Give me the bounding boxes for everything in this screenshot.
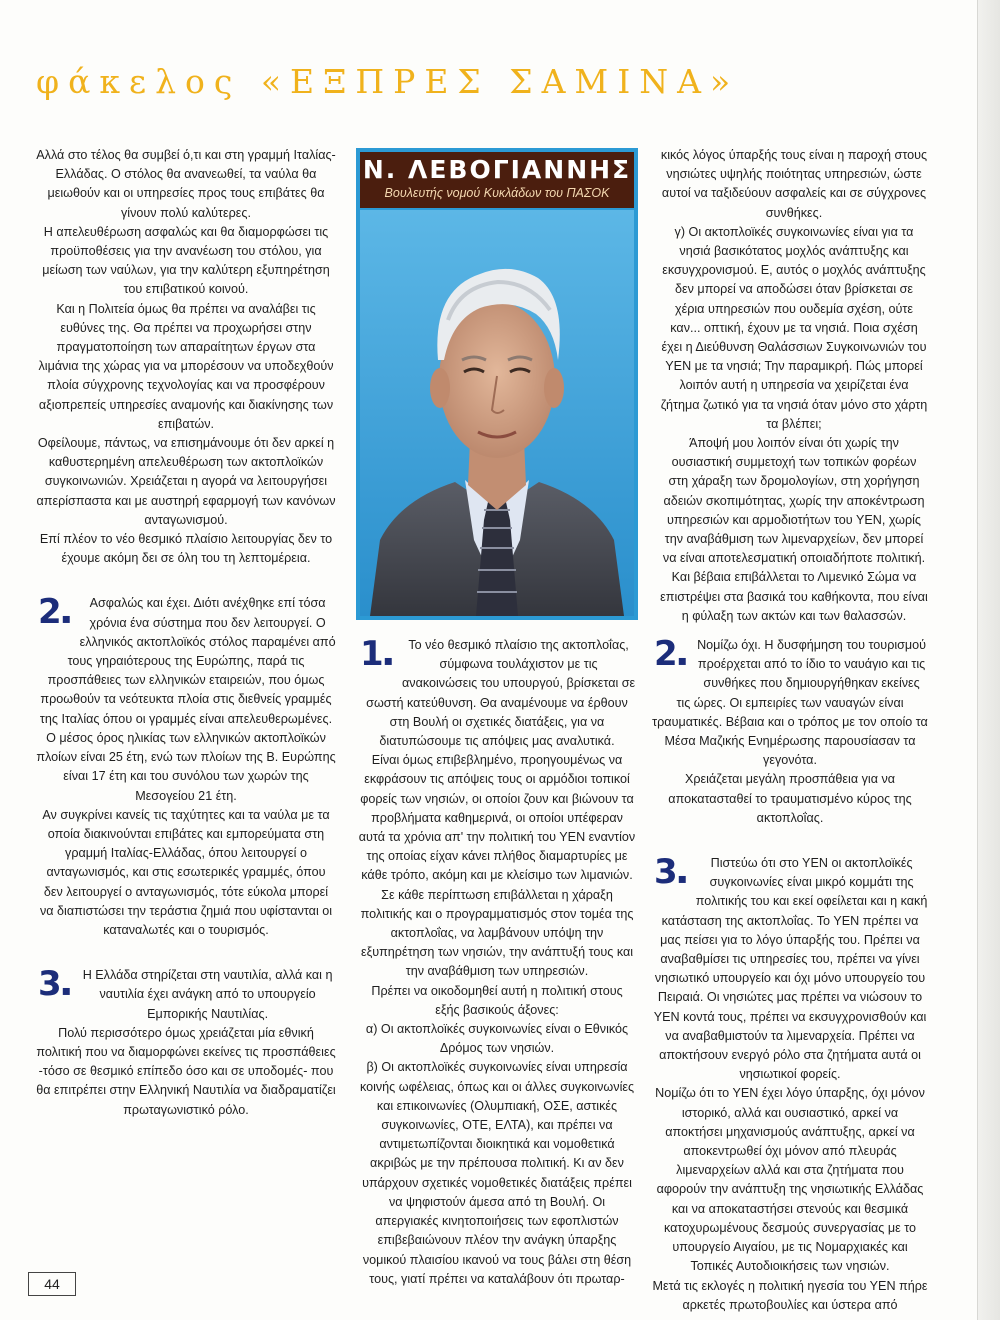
left-intro-p2: Η απελευθέρωση ασφαλώς και θα διαμορφώσει τις προϋποθέσεις για την ανανέωση του στόλου, για μείωση των ναύλων, για την καλύτερη εξυπηρέτηση του επιβατικού κοινού. [42, 224, 330, 297]
folder-title: φάκελος «ΕΞΠΡΕΣ ΣΑΜΙΝΑ» [36, 62, 740, 101]
mid-p5: α) Οι ακτοπλοϊκές συγκοινωνίες είναι ο Εθνικός Δρόμος των νησιών. [365, 1022, 629, 1056]
right-column-bottom [652, 636, 928, 1315]
left-answer2-p3: Αν συγκρίνει κανείς τις ταχύτητες και τα ναύλα με τα οποία διακινούνται επιβάτες και εμπορεύματα στη γραμμή Ιταλίας-Ελλάδας, όπου λειτουργεί ο ανταγωνισμός, και στις εσωτερικές γραμμές, όπου δεν λειτουργεί ο ανταγωνισμός, τότε εύκολα μπορεί να διαπιστώσει την τεράστια ζημιά που υφίστανται οι καταναλωτές και ο τουρισμός. [39, 807, 333, 937]
mid-p6: β) Οι ακτοπλοϊκές συγκοινωνίες είναι υπηρεσία κοινής ωφέλειας, όπως και οι άλλες συγκοινωνίες και επικοινωνίες (Ολυμπιακή, ΟΣΕ, αστικές συγκοινωνίες, ΟΤΕ, ΕΛΤΑ), και πρέπει να αντιμετωπίζονται διοικητικά και νομοθετικά ακριβώς με την πρέπουσα πολιτική. Κι αν δεν υπάρχουν σχετικές νομοθετικές διατάξεις πρέπει να ψηφιστούν άμεσα από τη Βουλή. Οι απεργιακές κινητοποιήσεις των εφοπλιστών επιβεβαιώνουν πλέον την ανάγκη ύπαρξης νομικού πλαισίου ικανού να τους βάλει στη θέση τους, γιατί πρέπει να καταλάβουν ότι πρωταρ- [359, 1060, 635, 1286]
mid-p2: Είναι όμως επιβεβλημένο, προηγουμένως να εκφράσουν τις απόψεις τους οι αρμόδιοι τοπικοί φορείς των νησιών, οι οποίοι ζουν και βιώνουν τα προβλήματα καθημερινά, οι οποίοι υπέφεραν αυτά τα χρόνια απ' την πολιτική του ΥΕΝ εναντίον της οποίας είχαν κάνει πλήθος διαμαρτυρίες με κάθε τρόπο, ακόμη και με κλείσιμο των λιμανιών. [358, 753, 636, 883]
mid-answer1-p1: 1▪ Το νέο θεσμικό πλαίσιο της ακτοπλοΐας, σύμφωνα τουλάχιστον με τις ανακοινώσεις του υπουργού, βρίσκεται σε σωστή κατεύθυνση. Θα αναμένουμε να έρθουν στη Βουλή οι σχετικές διατάξεις, για να διατυπώσουμε τις απόψεις μας αναλυτικά. [360, 634, 636, 749]
left-intro-p3: Και η Πολιτεία όμως θα πρέπει να αναλάβει τις ευθύνες της. Θα πρέπει να προχωρήσει στην πραγματοποίηση των απαραίτητων έργων στα λιμάνια της χώρας για να μπορέσουν να υποδεχθούν πλοία σύγχρονης τεχνολογίας και να προσφέρουν αξιοπρεπείς υπηρεσίες αναμονής και διακίνησης των επιβατών. [38, 301, 334, 431]
profile-role: Βουλευτής νομού Κυκλάδων του ΠΑΣΟΚ [384, 186, 610, 200]
answer-number-2-right: 2▪ [654, 634, 688, 674]
mid-p3: Σε κάθε περίπτωση επιβάλλεται η χάραξη πολιτικής και ο προγραμματισμός στον τομέα της ακτοπλοΐας, να λαμβάνουν υπόψη την εξυπηρέτηση των νησιών, την ανάπτυξή τους και την αναβάθμιση των υπηρεσιών. [360, 887, 634, 979]
mid-p4: Πρέπει να οικοδομηθεί αυτή η πολιτική στους εξής βασικούς άξονες: [371, 983, 623, 1017]
right-answer3-p2: Νομίζω ότι το ΥΕΝ έχει λόγο ύπαρξης, όχι μόνον ιστορικό, αλλά και ουσιαστικό, αρκεί να αποκτήσει μηχανισμούς ανάπτυξης, αρκεί να αποκεντρωθεί όχι μόνον από πλευράς λιμεναρχείων αλλά και στα ζητήματα που αφορούν την ανάπτυξη της νησιωτικής Ελλάδας και να αποκαταστήσει στενούς και θεσμικά κατοχυρωμένους δεσμούς συνεργασίας με το υπουργείο Αιγαίου, με τις Νομαρχιακές και Τοπικές Αυτοδιοικήσεις των νησιών. [655, 1086, 925, 1274]
page-number: 44 [28, 1272, 76, 1296]
answer-number-3-right: 3▪ [654, 852, 688, 893]
right-answer3-p1: 3▪ Πιστεύω ότι στο ΥΕΝ οι ακτοπλοϊκές συγκοινωνίες είναι μικρό κομμάτι της πολιτικής του και εκεί οφείλεται και η κακή κατάσταση της ακτοπλοΐας. Το ΥΕΝ πρέπει να μας πείσει για το λόγο ύπαρξής του. Πρέπει να αναβαθμίσει τις υπηρεσίες του, πρέπει να γίνει νησιωτικό υπουργείο και όχι μόνο υπουργείο του Πειραιά. Οι νησιώτες μας πρέπει να νιώσουν το ΥΕΝ κοντά τους, πρέπει να εκσυγχρονισθούν και να αναβαθμιστούν τα λιμεναρχεία. Πρέπει να αποκτήσουν ενεργό ρόλο στα ζητήματα αυτά οι νησιωτικοί φορείς. [653, 852, 928, 1082]
answer-number-1: 1▪ [360, 634, 394, 674]
left-intro-p4: Οφείλουμε, πάντως, να επισημάνουμε ότι δεν αρκεί η καθυστερημένη απελευθέρωση των ακτοπλοϊκών συγκοινωνιών. Χρειάζεται η αγορά να λειτουργήσει απερίσπαστα και με αυστηρή εφαρμογή των κανόνων ανταγωνισμού. [36, 436, 336, 527]
right-top-p2: γ) Οι ακτοπλοϊκές συγκοινωνίες είναι για τα νησιά βασικότατος μοχλός ανάπτυξης και εκσυγχρονισμού. Ε, αυτός ο μοχλός ανάπτυξης δεν μπορεί να αποδώσει όταν βρίσκεται σε χέρια υπηρεσιών που ουδεμία σχέση, ούτε καν... οπτική, έχουν με τα νησιά. Ποια σχέση έχει η Διεύθυνση Θαλάσσιων Συγκοινωνιών του ΥΕΝ με τα νησιά; Την παραμικρή. Πώς μπορεί λοιπόν αυτή η υπηρεσία να χειρίζεται ένα ζήτημα ζωτικό για τα νησιά όταν μόνο στο χάρτη τα βλέπει; [660, 224, 928, 431]
answer-number-2: 2▪ [38, 592, 72, 633]
profile-header [360, 152, 634, 208]
left-column [36, 146, 336, 1120]
left-intro-p1: Αλλά στο τέλος θα συμβεί ό,τι και στη γραμμή Ιταλίας-Ελλάδας. Ο στόλος θα ανανεωθεί, τα ναύλα θα μειωθούν και οι υπηρεσίες προς τους επιβάτες θα γίνουν πολύ καλύτερες. [36, 148, 336, 220]
right-top-p1: κικός λόγος ύπαρξής τους είναι η παροχή στους νησιώτες υψηλής ποιότητας υπηρεσιών, ώστε αυτοί να ταξιδεύουν ασφαλείς και σε σύγχρονες συνθήκες. [660, 148, 928, 220]
right-column-top [660, 146, 928, 626]
left-intro-p5: Επί πλέον το νέο θεσμικό πλαίσιο λειτουργίας δεν το έχουμε ακόμη δει σε όλη του τη λεπτομέρεια. [39, 532, 333, 566]
right-top-p3: Άποψή μου λοιπόν είναι ότι χωρίς την ουσιαστική συμμετοχή των τοπικών φορέων στη χάραξη των δρομολογίων, στη χορήγηση αδειών σκοπιμότητας, χωρίς την αποκέντρωση υπηρεσιών και αρμοδιοτήτων του ΥΕΝ, χωρίς την αναβάθμιση των λιμεναρχείων, δεν μπορεί να είναι αποτελεσματική οποιαδήποτε πολιτική. Και βέβαια επιβάλλεται το Λιμενικό Σώμα να επιστρέψει στα βασικά του καθήκοντα, που είναι η φύλαξη των ακτών και των θαλασσών. [660, 436, 928, 623]
answer-number-3: 3▪ [38, 964, 72, 1005]
middle-column [358, 636, 636, 1289]
left-answer2-p1: 2▪ Ασφαλώς και έχει. Διότι ανέχθηκε επί τόσα χρόνια ένα σύστημα που δεν λειτουργεί. Ο ελληνικός ακτοπλοϊκός στόλος παραμένει από τους γηραιότερους της Ευρώπης, παρά τις προσπάθειες των ελληνικών εταιρειών, που όμως προωθούν τα νεότευκτα πλοία στις διεθνείς γραμμές της Ιταλίας όπου οι γραμμές είναι απελευθερωμένες. [38, 592, 336, 726]
left-answer2-p2: Ο μέσος όρος ηλικίας των ελληνικών ακτοπλοϊκών πλοίων είναι 25 έτη, ενώ των πλοίων της Β. Ευρώπης είναι 17 έτη και του συνόλου των χωρών της Μεσογείου 21 έτη. [36, 730, 336, 803]
right-answer3-p3: Μετά τις εκλογές η πολιτική ηγεσία του ΥΕΝ πήρε αρκετές πρωτοβουλίες και ύστερα από [652, 1278, 928, 1312]
right-answer2-p2: Χρειάζεται μεγάλη προσπάθεια για να αποκατασταθεί το τραυματισμένο κύρος της ακτοπλοΐας. [668, 772, 912, 825]
portrait-photo [360, 210, 634, 616]
profile-name: Ν. ΛΕΒΟΓΙΑΝΝΗΣ [362, 155, 632, 184]
right-answer2-p1: 2▪ Νομίζω όχι. Η δυσφήμηση του τουρισμού προέρχεται από το ίδιο το ναυάγιο και τις συνθήκες που δημιουργήθηκαν εκείνες τις ώρες. Οι εμπειρίες των ναυαγών είναι τραυματικές. Βέβαια και ο τρόπος με τον οποίο τα Μέσα Μαζικής Ενημέρωσης παρουσίασαν τα γεγονότα. [652, 634, 928, 768]
left-answer3-p1: 3▪ Η Ελλάδα στηρίζεται στη ναυτιλία, αλλά και η ναυτιλία έχει ανάγκη από το υπουργείο Εμπορικής Ναυτιλίας. [38, 964, 333, 1021]
profile-box [356, 148, 638, 620]
left-answer3-p2: Πολύ περισσότερο όμως χρειάζεται μία εθνική πολιτική που να διαμορφώνει εκείνες τις προσπάθειες -τόσο σε θεσμικό επίπεδο όσο και σε υποδομές- που θα επιτρέπει στην Ελληνική Ναυτιλία να διαδραματίζει πρωταγωνιστικό ρόλο. [36, 1025, 336, 1117]
page-edge [977, 0, 1000, 1320]
